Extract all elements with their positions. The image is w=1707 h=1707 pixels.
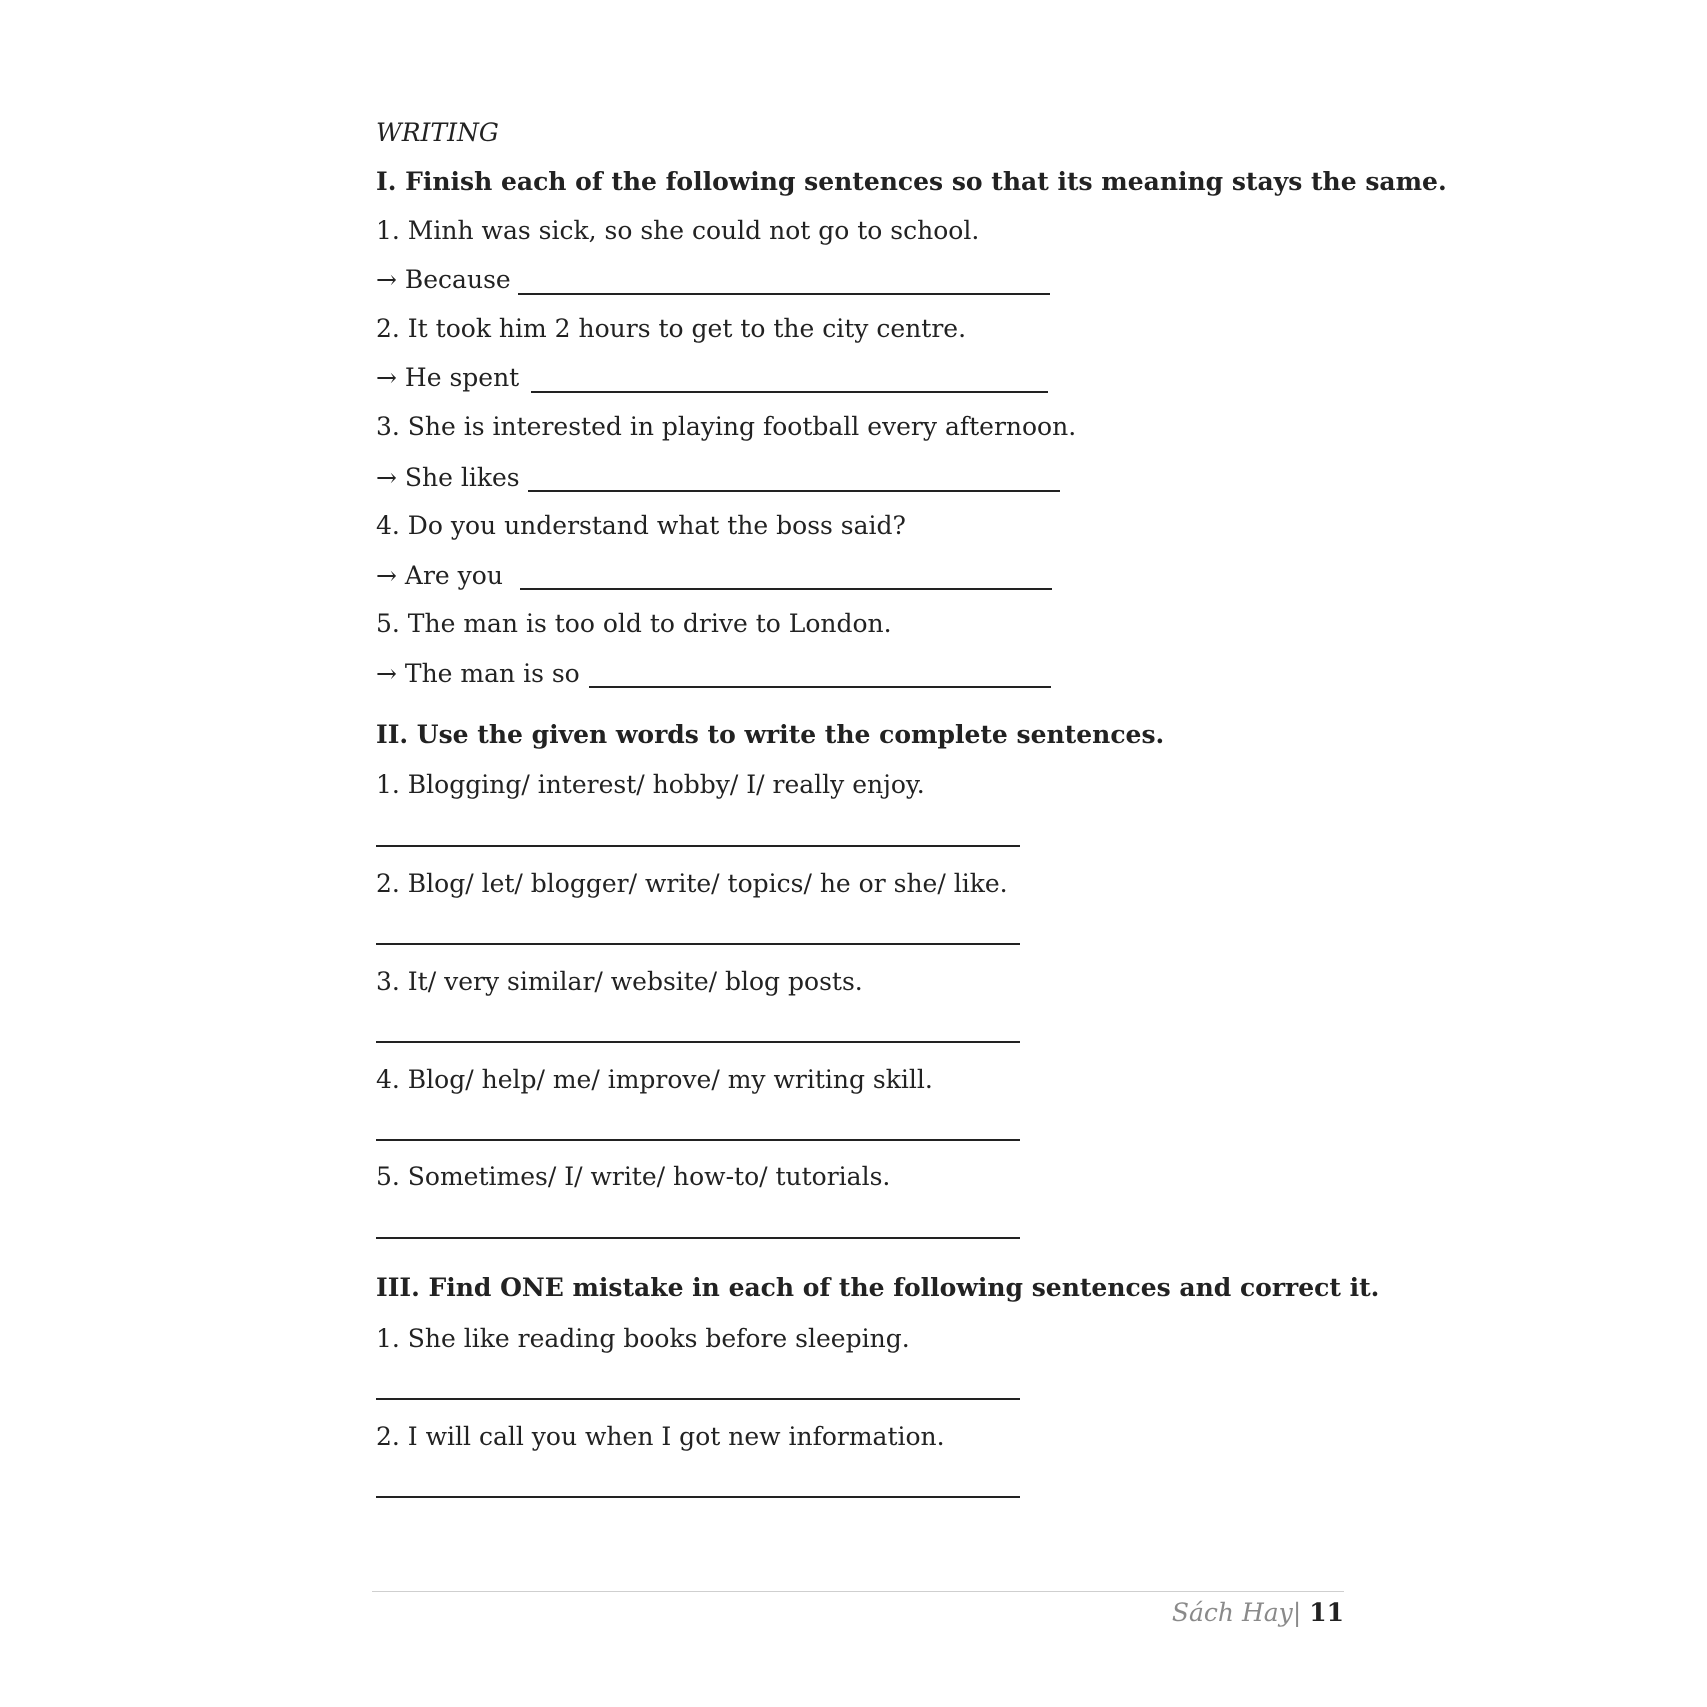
answer-line-part2-1[interactable] [376, 845, 1020, 847]
part1-prompt-2: → He spent [376, 363, 520, 392]
part1-sentence-3: 3. She is interested in playing football every afternoon. [376, 412, 1077, 441]
section-title: WRITING [376, 118, 499, 147]
footer-brand: Sách Hay [1171, 1598, 1293, 1627]
part1-prompt-5: → The man is so [376, 659, 580, 688]
part2-heading: II. Use the given words to write the complete sentences. [376, 720, 1165, 749]
footer-rule [372, 1591, 1344, 1592]
answer-line-part1-1[interactable] [518, 293, 1050, 295]
part2-item-4: 4. Blog/ help/ me/ improve/ my writing skill. [376, 1065, 933, 1094]
answer-line-part3-1[interactable] [376, 1398, 1020, 1400]
footer-separator: | [1292, 1598, 1302, 1627]
page-number: 11 [1309, 1598, 1344, 1627]
part1-prompt-1: → Because [376, 265, 511, 294]
part1-sentence-2: 2. It took him 2 hours to get to the city centre. [376, 314, 967, 343]
part1-sentence-5: 5. The man is too old to drive to London. [376, 609, 892, 638]
answer-line-part1-3[interactable] [528, 490, 1060, 492]
part3-item-2: 2. I will call you when I got new information. [376, 1422, 945, 1451]
answer-line-part2-3[interactable] [376, 1041, 1020, 1043]
part1-sentence-1: 1. Minh was sick, so she could not go to school. [376, 216, 980, 245]
answer-line-part3-2[interactable] [376, 1496, 1020, 1498]
answer-line-part1-4[interactable] [520, 588, 1052, 590]
part3-heading: III. Find ONE mistake in each of the following sentences and correct it. [376, 1273, 1380, 1302]
answer-line-part2-2[interactable] [376, 943, 1020, 945]
answer-line-part2-5[interactable] [376, 1237, 1020, 1239]
part2-item-2: 2. Blog/ let/ blogger/ write/ topics/ he or she/ like. [376, 869, 1008, 898]
part2-item-1: 1. Blogging/ interest/ hobby/ I/ really enjoy. [376, 770, 925, 799]
part1-heading: I. Finish each of the following sentences so that its meaning stays the same. [376, 167, 1447, 196]
part3-item-1: 1. She like reading books before sleeping. [376, 1324, 910, 1353]
answer-line-part1-5[interactable] [589, 686, 1051, 688]
page-footer [1172, 1598, 1344, 1628]
part2-item-3: 3. It/ very similar/ website/ blog posts. [376, 967, 863, 996]
part1-sentence-4: 4. Do you understand what the boss said? [376, 511, 906, 540]
part2-item-5: 5. Sometimes/ I/ write/ how-to/ tutorials. [376, 1162, 891, 1191]
answer-line-part2-4[interactable] [376, 1139, 1020, 1141]
answer-line-part1-2[interactable] [531, 391, 1048, 393]
part1-prompt-4: → Are you [376, 561, 503, 590]
part1-prompt-3: → She likes [376, 463, 520, 492]
